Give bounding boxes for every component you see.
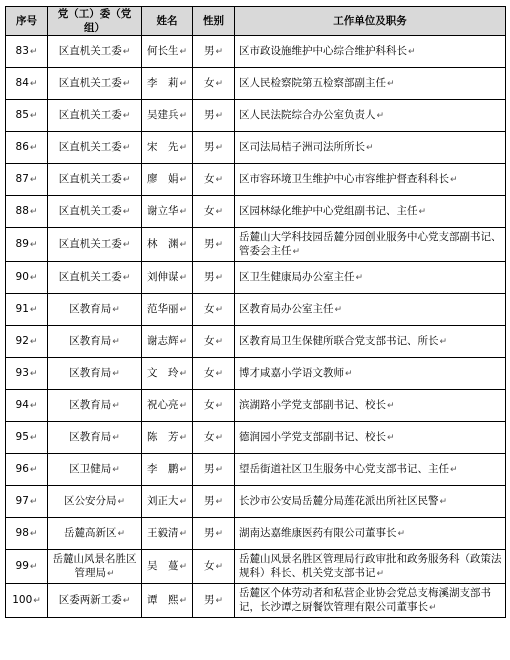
cell-name [142, 228, 193, 262]
cell-gender-text: 男 [203, 45, 215, 57]
cell-gender [193, 422, 235, 454]
cell-job-text: 岳麓山大学科技园岳麓分园创业服务中心党支部副书记、管委会主任 [239, 231, 502, 257]
cell-name [142, 584, 193, 618]
paragraph-mark-icon: ↵ [112, 465, 120, 475]
header-committee: 党（工）委（党组） [48, 7, 142, 36]
cell-name [142, 68, 193, 100]
roster-table [5, 6, 506, 618]
cell-gender-text: 女 [203, 303, 215, 315]
cell-job-text: 区司法局桔子洲司法所所长 [239, 141, 365, 153]
cell-gender [193, 326, 235, 358]
paragraph-mark-icon: ↵ [179, 529, 188, 539]
cell-gender-text: 女 [203, 77, 215, 89]
paragraph-mark-icon: ↵ [112, 305, 120, 315]
paragraph-mark-icon: ↵ [215, 337, 224, 347]
cell-committee [48, 518, 142, 550]
cell-name [142, 486, 193, 518]
paragraph-mark-icon: ↵ [122, 596, 131, 606]
paragraph-mark-icon: ↵ [450, 175, 458, 185]
cell-gender [193, 358, 235, 390]
paragraph-mark-icon: ↵ [215, 433, 224, 443]
cell-no-text: 83 [15, 45, 29, 57]
cell-name [142, 454, 193, 486]
cell-committee-text: 区教育局 [69, 303, 112, 315]
cell-no-text: 87 [15, 173, 29, 185]
cell-job-text: 区人民法院综合办公室负责人 [239, 109, 376, 121]
cell-name-text: 吴建兵 [146, 109, 179, 121]
cell-committee-text: 区委两新工委 [58, 594, 122, 606]
cell-no-text: 100 [12, 594, 33, 606]
cell-gender-text: 男 [203, 271, 215, 283]
paragraph-mark-icon: ↵ [215, 596, 224, 606]
cell-committee [48, 262, 142, 294]
paragraph-mark-icon: ↵ [179, 562, 188, 572]
paragraph-mark-icon: ↵ [29, 337, 38, 347]
paragraph-mark-icon: ↵ [122, 207, 131, 217]
paragraph-mark-icon: ↵ [29, 111, 38, 121]
paragraph-mark-icon: ↵ [29, 529, 38, 539]
paragraph-mark-icon: ↵ [122, 143, 131, 153]
table-row [6, 454, 506, 486]
paragraph-mark-icon: ↵ [179, 47, 188, 57]
cell-gender [193, 100, 235, 132]
paragraph-mark-icon: ↵ [376, 569, 385, 579]
paragraph-mark-icon: ↵ [122, 111, 131, 121]
paragraph-mark-icon: ↵ [179, 111, 188, 121]
paragraph-mark-icon: ↵ [215, 369, 224, 379]
cell-job [235, 262, 506, 294]
cell-committee-text: 岳麓山风景名胜区管理局 [52, 553, 137, 579]
table-row [6, 196, 506, 228]
paragraph-mark-icon: ↵ [179, 143, 188, 153]
cell-no [6, 294, 48, 326]
cell-job-text: 区市政设施维护中心综合维护科科长 [239, 45, 407, 57]
cell-no-text: 94 [15, 399, 29, 411]
table-row [6, 422, 506, 454]
table-row [6, 132, 506, 164]
paragraph-mark-icon: ↵ [334, 305, 343, 315]
cell-committee-text: 区直机关工委 [58, 141, 122, 153]
cell-job [235, 100, 506, 132]
cell-name-text: 宋 先 [146, 141, 179, 153]
paragraph-mark-icon: ↵ [122, 175, 131, 185]
cell-name [142, 422, 193, 454]
cell-committee-text: 区直机关工委 [58, 45, 122, 57]
cell-no [6, 326, 48, 358]
cell-committee-text: 区卫健局 [69, 463, 112, 475]
cell-gender-text: 男 [203, 594, 215, 606]
paragraph-mark-icon: ↵ [179, 79, 188, 89]
cell-gender-text: 男 [203, 238, 215, 250]
cell-no [6, 228, 48, 262]
cell-job-text: 区教育局办公室主任 [239, 303, 334, 315]
cell-gender-text: 女 [203, 399, 215, 411]
cell-no-text: 91 [15, 303, 29, 315]
header-row [6, 7, 506, 36]
cell-gender [193, 262, 235, 294]
cell-job-text: 区市容环境卫生维护中心市容维护督查科科长 [239, 173, 449, 185]
paragraph-mark-icon: ↵ [215, 401, 224, 411]
paragraph-mark-icon: ↵ [215, 240, 224, 250]
cell-job [235, 294, 506, 326]
cell-committee-text: 岳麓高新区 [63, 527, 117, 539]
paragraph-mark-icon: ↵ [215, 497, 224, 507]
table-row [6, 390, 506, 422]
cell-name-text: 文 玲 [146, 367, 179, 379]
paragraph-mark-icon: ↵ [387, 401, 395, 411]
paragraph-mark-icon: ↵ [29, 240, 38, 250]
paragraph-mark-icon: ↵ [429, 603, 437, 613]
cell-no [6, 100, 48, 132]
cell-name [142, 164, 193, 196]
cell-gender [193, 550, 235, 584]
paragraph-mark-icon: ↵ [112, 401, 120, 411]
paragraph-mark-icon: ↵ [179, 207, 188, 217]
cell-job [235, 390, 506, 422]
cell-gender-text: 男 [203, 109, 215, 121]
cell-job [235, 164, 506, 196]
cell-gender [193, 132, 235, 164]
paragraph-mark-icon: ↵ [122, 47, 131, 57]
paragraph-mark-icon: ↵ [215, 111, 224, 121]
cell-committee-text: 区直机关工委 [58, 205, 122, 217]
paragraph-mark-icon: ↵ [29, 369, 38, 379]
cell-no [6, 196, 48, 228]
paragraph-mark-icon: ↵ [179, 240, 188, 250]
cell-name-text: 廖 娟 [146, 173, 179, 185]
paragraph-mark-icon: ↵ [215, 207, 224, 217]
cell-name [142, 358, 193, 390]
cell-committee [48, 68, 142, 100]
cell-name-text: 陈 芳 [146, 431, 179, 443]
cell-no-text: 96 [15, 463, 29, 475]
cell-gender [193, 68, 235, 100]
cell-name [142, 518, 193, 550]
cell-no [6, 262, 48, 294]
paragraph-mark-icon: ↵ [179, 273, 188, 283]
cell-no [6, 486, 48, 518]
cell-committee [48, 422, 142, 454]
cell-no [6, 422, 48, 454]
cell-job [235, 228, 506, 262]
paragraph-mark-icon: ↵ [179, 596, 188, 606]
cell-no-text: 93 [15, 367, 29, 379]
paragraph-mark-icon: ↵ [29, 401, 38, 411]
table-row [6, 36, 506, 68]
header-no: 序号 [6, 7, 48, 36]
table-row [6, 262, 506, 294]
paragraph-mark-icon: ↵ [439, 337, 448, 347]
paragraph-mark-icon: ↵ [117, 529, 126, 539]
cell-gender [193, 518, 235, 550]
paragraph-mark-icon: ↵ [29, 433, 38, 443]
paragraph-mark-icon: ↵ [376, 111, 385, 121]
cell-gender [193, 164, 235, 196]
cell-committee [48, 196, 142, 228]
cell-job [235, 36, 506, 68]
cell-job [235, 454, 506, 486]
paragraph-mark-icon: ↵ [29, 465, 38, 475]
cell-name [142, 390, 193, 422]
cell-no [6, 68, 48, 100]
paragraph-mark-icon: ↵ [179, 369, 188, 379]
cell-name [142, 294, 193, 326]
paragraph-mark-icon: ↵ [387, 79, 395, 89]
paragraph-mark-icon: ↵ [215, 175, 224, 185]
cell-committee-text: 区直机关工委 [58, 271, 122, 283]
paragraph-mark-icon: ↵ [179, 305, 188, 315]
cell-job [235, 326, 506, 358]
paragraph-mark-icon: ↵ [408, 47, 416, 57]
cell-committee [48, 550, 142, 584]
cell-job-text: 博才咸嘉小学语文教师 [239, 367, 344, 379]
paragraph-mark-icon: ↵ [29, 273, 38, 283]
cell-committee-text: 区直机关工委 [58, 238, 122, 250]
cell-name-text: 谭 熙 [146, 594, 179, 606]
cell-gender [193, 486, 235, 518]
cell-name-text: 谢立华 [146, 205, 179, 217]
paragraph-mark-icon: ↵ [215, 305, 224, 315]
cell-name-text: 祝心亮 [146, 399, 179, 411]
cell-job-text: 德润园小学党支部副书记、校长 [239, 431, 386, 443]
table-row [6, 550, 506, 584]
cell-job [235, 68, 506, 100]
paragraph-mark-icon: ↵ [29, 175, 38, 185]
cell-name [142, 100, 193, 132]
cell-job-text: 岳麓区个体劳动者和私营企业协会党总支梅溪湖支部书记，长沙谭之厨餐饮管理有限公司董事长 [239, 587, 491, 613]
paragraph-mark-icon: ↵ [179, 433, 188, 443]
paragraph-mark-icon: ↵ [29, 47, 38, 57]
cell-committee [48, 132, 142, 164]
cell-name [142, 132, 193, 164]
table-row [6, 164, 506, 196]
cell-gender [193, 454, 235, 486]
cell-name-text: 谢志辉 [146, 335, 179, 347]
cell-no-text: 86 [15, 141, 29, 153]
paragraph-mark-icon: ↵ [215, 465, 224, 475]
header-job: 工作单位及职务 [235, 7, 506, 36]
cell-committee [48, 326, 142, 358]
paragraph-mark-icon: ↵ [117, 497, 126, 507]
cell-gender-text: 男 [203, 141, 215, 153]
paragraph-mark-icon: ↵ [179, 401, 188, 411]
paragraph-mark-icon: ↵ [292, 247, 301, 257]
cell-job [235, 196, 506, 228]
cell-no-text: 98 [15, 527, 29, 539]
table-row [6, 358, 506, 390]
paragraph-mark-icon: ↵ [418, 207, 427, 217]
paragraph-mark-icon: ↵ [215, 562, 224, 572]
cell-committee [48, 358, 142, 390]
paragraph-mark-icon: ↵ [112, 369, 120, 379]
cell-name [142, 196, 193, 228]
paragraph-mark-icon: ↵ [450, 465, 458, 475]
paragraph-mark-icon: ↵ [29, 143, 38, 153]
paragraph-mark-icon: ↵ [106, 569, 115, 579]
cell-job-text: 岳麓山风景名胜区管理局行政审批和政务服务科（政策法规科）科长、机关党支部书记 [239, 553, 502, 579]
paragraph-mark-icon: ↵ [215, 47, 224, 57]
cell-committee [48, 228, 142, 262]
cell-no-text: 92 [15, 335, 29, 347]
cell-committee [48, 36, 142, 68]
paragraph-mark-icon: ↵ [122, 273, 131, 283]
cell-gender-text: 男 [203, 527, 215, 539]
paragraph-mark-icon: ↵ [179, 497, 188, 507]
cell-committee [48, 164, 142, 196]
cell-no-text: 84 [15, 77, 29, 89]
paragraph-mark-icon: ↵ [29, 79, 38, 89]
cell-name-text: 李 鹏 [146, 463, 179, 475]
table-row [6, 228, 506, 262]
paragraph-mark-icon: ↵ [112, 433, 120, 443]
cell-job [235, 518, 506, 550]
cell-gender-text: 女 [203, 205, 215, 217]
table-row [6, 518, 506, 550]
cell-no [6, 454, 48, 486]
cell-gender [193, 584, 235, 618]
paragraph-mark-icon: ↵ [29, 207, 38, 217]
cell-committee-text: 区教育局 [69, 367, 112, 379]
paragraph-mark-icon: ↵ [29, 497, 38, 507]
cell-committee [48, 486, 142, 518]
cell-committee [48, 294, 142, 326]
cell-no [6, 584, 48, 618]
cell-no-text: 95 [15, 431, 29, 443]
cell-job [235, 132, 506, 164]
paragraph-mark-icon: ↵ [215, 143, 224, 153]
cell-job [235, 358, 506, 390]
table-row [6, 294, 506, 326]
paragraph-mark-icon: ↵ [215, 529, 224, 539]
table-row [6, 68, 506, 100]
cell-no-text: 99 [15, 560, 29, 572]
cell-job-text: 区教育局卫生保健所联合党支部书记、所长 [239, 335, 439, 347]
table-row [6, 100, 506, 132]
cell-no [6, 550, 48, 584]
paragraph-mark-icon: ↵ [112, 337, 120, 347]
cell-job [235, 422, 506, 454]
cell-name-text: 刘正大 [146, 495, 179, 507]
cell-no [6, 390, 48, 422]
paragraph-mark-icon: ↵ [439, 497, 448, 507]
cell-committee [48, 390, 142, 422]
cell-job [235, 584, 506, 618]
cell-name-text: 刘伸谋 [146, 271, 179, 283]
paragraph-mark-icon: ↵ [33, 596, 41, 606]
cell-name [142, 36, 193, 68]
cell-committee-text: 区公安分局 [63, 495, 117, 507]
cell-name [142, 326, 193, 358]
cell-job-text: 区人民检察院第五检察部副主任 [239, 77, 386, 89]
paragraph-mark-icon: ↵ [29, 562, 38, 572]
paragraph-mark-icon: ↵ [179, 465, 188, 475]
cell-no-text: 89 [15, 238, 29, 250]
cell-job-text: 区园林绿化维护中心党组副书记、主任 [239, 205, 418, 217]
cell-job-text: 长沙市公安局岳麓分局莲花派出所社区民警 [239, 495, 439, 507]
header-name: 姓名 [142, 7, 193, 36]
header-gender: 性别 [193, 7, 235, 36]
cell-job-text: 湖南达嘉维康医药有限公司董事长 [239, 527, 397, 539]
paragraph-mark-icon: ↵ [366, 143, 374, 153]
paragraph-mark-icon: ↵ [215, 79, 224, 89]
cell-job-text: 望岳街道社区卫生服务中心党支部书记、主任 [239, 463, 449, 475]
cell-committee-text: 区教育局 [69, 431, 112, 443]
cell-committee-text: 区直机关工委 [58, 77, 122, 89]
cell-gender-text: 女 [203, 431, 215, 443]
paragraph-mark-icon: ↵ [179, 337, 188, 347]
cell-name [142, 262, 193, 294]
cell-gender-text: 男 [203, 495, 215, 507]
table-row [6, 584, 506, 618]
cell-name-text: 林 渊 [146, 238, 179, 250]
paragraph-mark-icon: ↵ [387, 433, 395, 443]
paragraph-mark-icon: ↵ [215, 273, 224, 283]
cell-name-text: 吴 蔓 [146, 560, 179, 572]
cell-job [235, 550, 506, 584]
cell-no-text: 97 [15, 495, 29, 507]
cell-committee [48, 454, 142, 486]
cell-job-text: 区卫生健康局办公室主任 [239, 271, 355, 283]
cell-name-text: 何长生 [146, 45, 179, 57]
cell-gender-text: 男 [203, 463, 215, 475]
cell-gender-text: 女 [203, 173, 215, 185]
cell-gender [193, 36, 235, 68]
cell-gender-text: 女 [203, 335, 215, 347]
cell-gender [193, 390, 235, 422]
cell-no [6, 36, 48, 68]
cell-name-text: 王毅清 [146, 527, 179, 539]
cell-no [6, 358, 48, 390]
cell-no [6, 132, 48, 164]
cell-committee-text: 区教育局 [69, 335, 112, 347]
cell-no-text: 90 [15, 271, 29, 283]
paragraph-mark-icon: ↵ [179, 175, 188, 185]
cell-gender [193, 228, 235, 262]
cell-job-text: 滨湖路小学党支部副书记、校长 [239, 399, 386, 411]
cell-gender-text: 女 [203, 367, 215, 379]
cell-name [142, 550, 193, 584]
paragraph-mark-icon: ↵ [397, 529, 406, 539]
cell-gender-text: 女 [203, 560, 215, 572]
cell-gender [193, 196, 235, 228]
cell-job [235, 486, 506, 518]
cell-name-text: 范华丽 [146, 303, 179, 315]
cell-no-text: 85 [15, 109, 29, 121]
cell-committee [48, 100, 142, 132]
cell-gender [193, 294, 235, 326]
paragraph-mark-icon: ↵ [122, 240, 131, 250]
cell-no [6, 164, 48, 196]
paragraph-mark-icon: ↵ [355, 273, 364, 283]
cell-committee-text: 区直机关工委 [58, 173, 122, 185]
cell-name-text: 李 莉 [146, 77, 179, 89]
table-row [6, 326, 506, 358]
table-row [6, 486, 506, 518]
cell-committee-text: 区教育局 [69, 399, 112, 411]
paragraph-mark-icon: ↵ [345, 369, 353, 379]
cell-no [6, 518, 48, 550]
paragraph-mark-icon: ↵ [122, 79, 131, 89]
paragraph-mark-icon: ↵ [29, 305, 38, 315]
cell-committee [48, 584, 142, 618]
cell-no-text: 88 [15, 205, 29, 217]
cell-committee-text: 区直机关工委 [58, 109, 122, 121]
